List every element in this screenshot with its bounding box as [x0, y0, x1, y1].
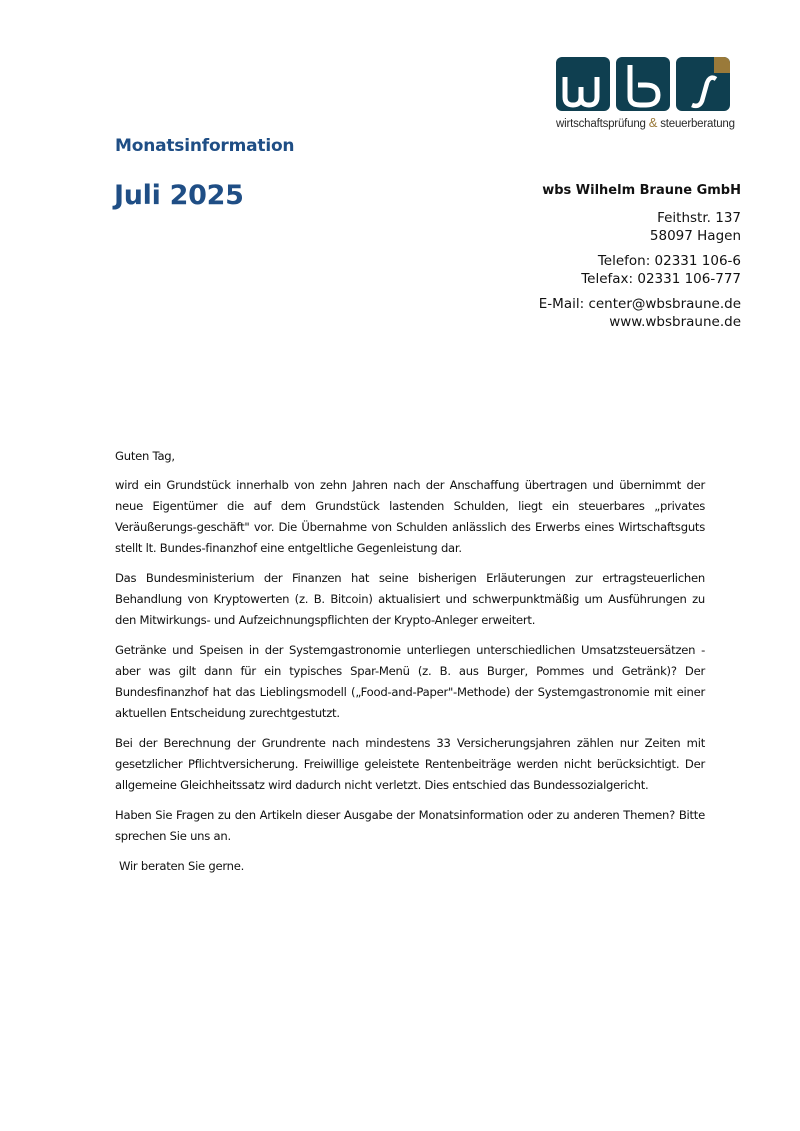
- logo-tagline-amp: &: [648, 115, 658, 130]
- paragraph-questions: Haben Sie Fragen zu den Artikeln dieser Ausgabe der Monatsinformation oder zu anderen Themen? Bitte sprechen Sie uns an.: [115, 808, 705, 843]
- paragraph-real-estate: wird ein Grundstück innerhalb von zehn Jahren nach der Anschaffung übertragen und übernimmt der neue Eigentümer die auf dem Grundstück lastenden Schulden, liegt ein steuerbares „privates Veräußerungs-geschäft" vor. Die Übernahme von Schulden anlässlich des Erwerbs eines Wirtschaftsguts stellt lt. Bundes-finanzhof eine entgeltliche Gegenleistung dar.: [115, 478, 705, 555]
- street: Feithstr. 137: [657, 210, 741, 226]
- paragraph-crypto: Das Bundesministerium der Finanzen hat seine bisherigen Erläuterungen zur ertragsteuerlichen Behandlung von Kryptowerten (z. B. Bitcoin) aktualisiert und schwerpunktmäßig um Ausführungen zu den Mitwirkungs- und Aufzeichnungspflichten der Krypto-Anleger erweitert.: [115, 571, 705, 627]
- city: 58097 Hagen: [649, 228, 741, 244]
- logo-tagline-left: wirtschaftsprüfung: [556, 118, 646, 130]
- company-logo: [556, 57, 738, 130]
- newsletter-kicker: Monatsinformation: [115, 136, 295, 156]
- issue-title: Juli 2025: [114, 180, 244, 211]
- logo-b-icon: [616, 57, 670, 111]
- closing: Wir beraten Sie gerne.: [119, 859, 245, 873]
- paragraph-gastronomy: Getränke und Speisen in der Systemgastronomie unterliegen unterschiedlichen Umsatzsteuersätzen - aber was gilt dann für ein typisches Spar-Menü (z. B. aus Burger, Pommes und Getränk)? Der Bundesfinanzhof hat das Lieblingsmodell („Food-and-Paper"-Methode) der Systemgastronomie mit einer aktuellen Entscheidung zurechtgestutzt.: [115, 643, 705, 720]
- fax: Telefax: 02331 106-777: [581, 271, 741, 287]
- letter-body: [115, 446, 705, 886]
- online-block: [539, 295, 741, 331]
- postal-address: [539, 209, 741, 245]
- sender-address: [539, 182, 741, 338]
- website-link[interactable]: www.wbsbraune.de: [609, 314, 741, 330]
- company-name: wbs Wilhelm Braune GmbH: [542, 183, 741, 198]
- phone: Telefon: 02331 106-6: [597, 253, 741, 269]
- paragraph-pension: Bei der Berechnung der Grundrente nach mindestens 33 Versicherungsjahren zählen nur Zeiten mit gesetzlicher Pflichtversicherung. Freiwillige geleistete Rentenbeiträge werden nicht berücksichtigt. Der allgemeine Gleichheitssatz wird dadurch nicht verletzt. Dies entschied das Bundessozialgericht.: [115, 736, 705, 792]
- logo-w-icon: [556, 57, 610, 111]
- logo-boxes: [556, 57, 738, 111]
- greeting: Guten Tag,: [115, 449, 175, 463]
- email-link[interactable]: E-Mail: center@wbsbraune.de: [538, 296, 741, 312]
- phone-block: [539, 252, 741, 288]
- logo-tagline: [556, 115, 738, 130]
- logo-s-icon: [676, 57, 730, 111]
- logo-tagline-right: steuerberatung: [660, 118, 735, 130]
